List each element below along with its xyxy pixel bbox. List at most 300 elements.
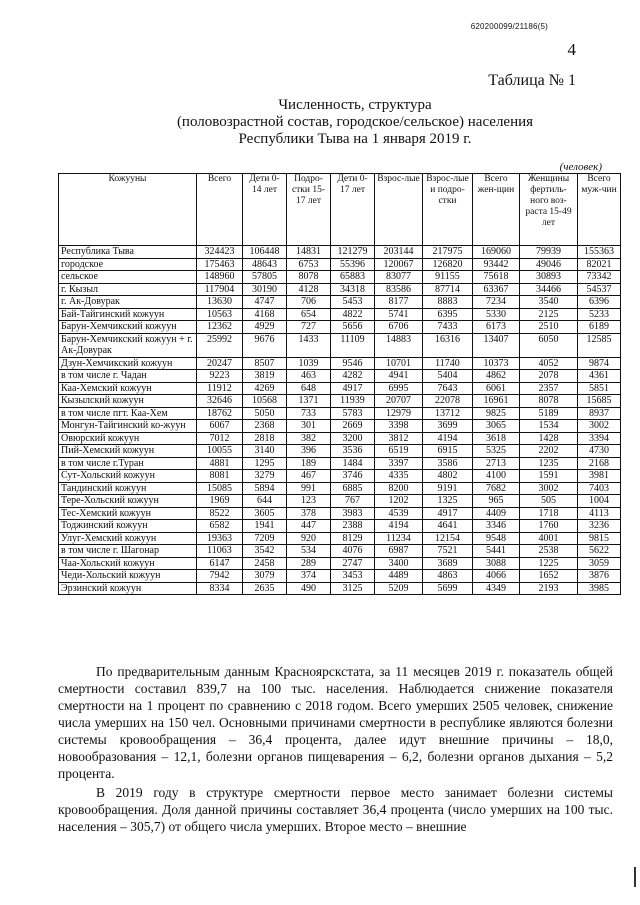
value-cell: 1969 bbox=[197, 495, 243, 508]
table-row bbox=[59, 271, 621, 284]
value-cell: 7682 bbox=[473, 482, 520, 495]
value-cell: 490 bbox=[287, 582, 331, 595]
row-label-cell: Монгун-Тайгинский ко-жуун bbox=[59, 420, 197, 433]
row-label-cell: Барун-Хемчикский кожуун bbox=[59, 321, 197, 334]
value-cell: 4747 bbox=[243, 296, 287, 309]
value-cell: 5441 bbox=[473, 545, 520, 558]
value-cell: 991 bbox=[287, 482, 331, 495]
value-cell: 324423 bbox=[197, 246, 243, 259]
value-cell: 4001 bbox=[520, 532, 578, 545]
value-cell: 7209 bbox=[243, 532, 287, 545]
table-row bbox=[59, 258, 621, 271]
value-cell: 733 bbox=[287, 407, 331, 420]
value-cell: 13630 bbox=[197, 296, 243, 309]
value-cell: 93442 bbox=[473, 258, 520, 271]
value-cell: 3125 bbox=[331, 582, 375, 595]
value-cell: 65883 bbox=[331, 271, 375, 284]
value-cell: 8177 bbox=[375, 296, 423, 309]
value-cell: 1652 bbox=[520, 570, 578, 583]
value-cell: 5894 bbox=[243, 482, 287, 495]
value-cell: 7012 bbox=[197, 432, 243, 445]
value-cell: 2168 bbox=[578, 457, 621, 470]
value-cell: 3699 bbox=[423, 420, 473, 433]
value-cell: 3605 bbox=[243, 507, 287, 520]
value-cell: 3586 bbox=[423, 457, 473, 470]
value-cell: 8078 bbox=[287, 271, 331, 284]
table-title bbox=[140, 97, 570, 148]
value-cell: 1718 bbox=[520, 507, 578, 520]
value-cell: 644 bbox=[243, 495, 287, 508]
value-cell: 13712 bbox=[423, 407, 473, 420]
value-cell: 14883 bbox=[375, 333, 423, 357]
value-cell: 505 bbox=[520, 495, 578, 508]
col-header-men-total: Всего муж-чин bbox=[578, 174, 621, 246]
value-cell: 148960 bbox=[197, 271, 243, 284]
table-row bbox=[59, 395, 621, 408]
value-cell: 9191 bbox=[423, 482, 473, 495]
value-cell: 4052 bbox=[520, 357, 578, 370]
value-cell: 1004 bbox=[578, 495, 621, 508]
value-cell: 8522 bbox=[197, 507, 243, 520]
table-row bbox=[59, 246, 621, 259]
value-cell: 32646 bbox=[197, 395, 243, 408]
value-cell: 54537 bbox=[578, 283, 621, 296]
value-cell: 3981 bbox=[578, 470, 621, 483]
value-cell: 1428 bbox=[520, 432, 578, 445]
value-cell: 4862 bbox=[473, 370, 520, 383]
row-label-cell: Улуг-Хемский кожуун bbox=[59, 532, 197, 545]
table-row bbox=[59, 545, 621, 558]
col-header-adults-teens: Взрос-лые и подро-стки bbox=[423, 174, 473, 246]
value-cell: 9825 bbox=[473, 407, 520, 420]
table-row bbox=[59, 507, 621, 520]
col-header-children-0-17: Дети 0-17 лет bbox=[331, 174, 375, 246]
value-cell: 6753 bbox=[287, 258, 331, 271]
value-cell: 2357 bbox=[520, 382, 578, 395]
value-cell: 73342 bbox=[578, 271, 621, 284]
value-cell: 3819 bbox=[243, 370, 287, 383]
col-header-total: Всего bbox=[197, 174, 243, 246]
value-cell: 4730 bbox=[578, 445, 621, 458]
title-line: (половозрастной состав, городское/сельское) населения bbox=[176, 114, 534, 130]
value-cell: 55396 bbox=[331, 258, 375, 271]
col-header-districts: Кожууны bbox=[59, 174, 197, 246]
value-cell: 6706 bbox=[375, 321, 423, 334]
table-label: Таблица № 1 bbox=[488, 72, 576, 89]
value-cell: 7234 bbox=[473, 296, 520, 309]
row-label-cell: в том числе г. Чадан bbox=[59, 370, 197, 383]
row-label-cell: Каа-Хемский кожуун bbox=[59, 382, 197, 395]
value-cell: 2368 bbox=[243, 420, 287, 433]
document-id: 620200099/21186(5) bbox=[470, 22, 548, 31]
value-cell: 121279 bbox=[331, 246, 375, 259]
value-cell: 4409 bbox=[473, 507, 520, 520]
table-row bbox=[59, 407, 621, 420]
value-cell: 8078 bbox=[520, 395, 578, 408]
row-label-cell: в том числе г. Шагонар bbox=[59, 545, 197, 558]
value-cell: 4282 bbox=[331, 370, 375, 383]
value-cell: 3540 bbox=[520, 296, 578, 309]
value-cell: 654 bbox=[287, 308, 331, 321]
value-cell: 4917 bbox=[423, 507, 473, 520]
value-cell: 5404 bbox=[423, 370, 473, 383]
value-cell: 4066 bbox=[473, 570, 520, 583]
value-cell: 4128 bbox=[287, 283, 331, 296]
value-cell: 4335 bbox=[375, 470, 423, 483]
value-cell: 4349 bbox=[473, 582, 520, 595]
value-cell: 7433 bbox=[423, 321, 473, 334]
row-label-cell: Барун-Хемчикский кожуун + г. Ак-Довурак bbox=[59, 333, 197, 357]
row-label-cell: г. Ак-Довурак bbox=[59, 296, 197, 309]
page-edge-mark bbox=[634, 867, 636, 887]
table-row bbox=[59, 520, 621, 533]
value-cell: 378 bbox=[287, 507, 331, 520]
row-label-cell: Кызылский кожуун bbox=[59, 395, 197, 408]
value-cell: 1225 bbox=[520, 557, 578, 570]
row-label-cell: в том числе пгт. Каа-Хем bbox=[59, 407, 197, 420]
value-cell: 5622 bbox=[578, 545, 621, 558]
table-row bbox=[59, 557, 621, 570]
paragraph-mortality-summary: По предварительным данным Красноярскстата, за 11 месяцев 2019 г. показатель общей смертности составил 839,7 на 100 тыс. населения. Наблюдается снижение показателя смертности на 1 процент по сравнению с 2018 годом. Всего умерших 2505 человек, снижение числа умерших на 150 чел. Основными причинами смертности в республике являются болезни системы кровообращения – 36,4 процента, далее идут внешние причины – 18,0, новообразования – 12,1, болезни органов пищеварения – 6,2, болезни органов дыхания – 5,2 процента. bbox=[58, 664, 613, 781]
value-cell: 3236 bbox=[578, 520, 621, 533]
value-cell: 10568 bbox=[243, 395, 287, 408]
value-cell: 2747 bbox=[331, 557, 375, 570]
value-cell: 217975 bbox=[423, 246, 473, 259]
value-cell: 3983 bbox=[331, 507, 375, 520]
value-cell: 6067 bbox=[197, 420, 243, 433]
value-cell: 3453 bbox=[331, 570, 375, 583]
table-row bbox=[59, 382, 621, 395]
value-cell: 1295 bbox=[243, 457, 287, 470]
value-cell: 6147 bbox=[197, 557, 243, 570]
value-cell: 3394 bbox=[578, 432, 621, 445]
value-cell: 189 bbox=[287, 457, 331, 470]
value-cell: 4941 bbox=[375, 370, 423, 383]
value-cell: 3618 bbox=[473, 432, 520, 445]
value-cell: 1202 bbox=[375, 495, 423, 508]
value-cell: 727 bbox=[287, 321, 331, 334]
value-cell: 48643 bbox=[243, 258, 287, 271]
value-cell: 463 bbox=[287, 370, 331, 383]
value-cell: 11234 bbox=[375, 532, 423, 545]
value-cell: 82021 bbox=[578, 258, 621, 271]
value-cell: 3140 bbox=[243, 445, 287, 458]
value-cell: 1235 bbox=[520, 457, 578, 470]
value-cell: 3985 bbox=[578, 582, 621, 595]
value-cell: 75618 bbox=[473, 271, 520, 284]
value-cell: 5330 bbox=[473, 308, 520, 321]
value-cell: 2193 bbox=[520, 582, 578, 595]
table-row bbox=[59, 570, 621, 583]
value-cell: 3279 bbox=[243, 470, 287, 483]
value-cell: 3346 bbox=[473, 520, 520, 533]
value-cell: 20707 bbox=[375, 395, 423, 408]
value-cell: 7521 bbox=[423, 545, 473, 558]
population-table bbox=[58, 173, 621, 595]
value-cell: 120067 bbox=[375, 258, 423, 271]
value-cell: 5209 bbox=[375, 582, 423, 595]
value-cell: 4929 bbox=[243, 321, 287, 334]
value-cell: 1325 bbox=[423, 495, 473, 508]
value-cell: 706 bbox=[287, 296, 331, 309]
col-header-women-total: Всего жен-щин bbox=[473, 174, 520, 246]
table-row bbox=[59, 482, 621, 495]
value-cell: 2818 bbox=[243, 432, 287, 445]
table-row bbox=[59, 308, 621, 321]
value-cell: 1039 bbox=[287, 357, 331, 370]
value-cell: 4881 bbox=[197, 457, 243, 470]
title-line: Численность, структура bbox=[278, 97, 432, 113]
value-cell: 4113 bbox=[578, 507, 621, 520]
value-cell: 2202 bbox=[520, 445, 578, 458]
value-cell: 4822 bbox=[331, 308, 375, 321]
value-cell: 1371 bbox=[287, 395, 331, 408]
value-cell: 8883 bbox=[423, 296, 473, 309]
value-cell: 3088 bbox=[473, 557, 520, 570]
value-cell: 6050 bbox=[520, 333, 578, 357]
value-cell: 3876 bbox=[578, 570, 621, 583]
value-cell: 8334 bbox=[197, 582, 243, 595]
table-row bbox=[59, 470, 621, 483]
value-cell: 12362 bbox=[197, 321, 243, 334]
value-cell: 83586 bbox=[375, 283, 423, 296]
value-cell: 7403 bbox=[578, 482, 621, 495]
value-cell: 6396 bbox=[578, 296, 621, 309]
value-cell: 18762 bbox=[197, 407, 243, 420]
value-cell: 49046 bbox=[520, 258, 578, 271]
value-cell: 1941 bbox=[243, 520, 287, 533]
table-row bbox=[59, 370, 621, 383]
value-cell: 2713 bbox=[473, 457, 520, 470]
value-cell: 5783 bbox=[331, 407, 375, 420]
row-label-cell: Тоджинский кожуун bbox=[59, 520, 197, 533]
value-cell: 4269 bbox=[243, 382, 287, 395]
value-cell: 1591 bbox=[520, 470, 578, 483]
table-row bbox=[59, 283, 621, 296]
value-cell: 3065 bbox=[473, 420, 520, 433]
value-cell: 20247 bbox=[197, 357, 243, 370]
value-cell: 9546 bbox=[331, 357, 375, 370]
value-cell: 4168 bbox=[243, 308, 287, 321]
value-cell: 9548 bbox=[473, 532, 520, 545]
value-cell: 123 bbox=[287, 495, 331, 508]
title-line: Республики Тыва на 1 января 2019 г. bbox=[238, 131, 472, 147]
value-cell: 10701 bbox=[375, 357, 423, 370]
value-cell: 6173 bbox=[473, 321, 520, 334]
value-cell: 12154 bbox=[423, 532, 473, 545]
value-cell: 301 bbox=[287, 420, 331, 433]
value-cell: 5741 bbox=[375, 308, 423, 321]
value-cell: 203144 bbox=[375, 246, 423, 259]
value-cell: 2125 bbox=[520, 308, 578, 321]
row-label-cell: Эрзинский кожуун bbox=[59, 582, 197, 595]
value-cell: 3200 bbox=[331, 432, 375, 445]
row-label-cell: г. Кызыл bbox=[59, 283, 197, 296]
value-cell: 63367 bbox=[473, 283, 520, 296]
value-cell: 83077 bbox=[375, 271, 423, 284]
value-cell: 15085 bbox=[197, 482, 243, 495]
value-cell: 965 bbox=[473, 495, 520, 508]
value-cell: 12979 bbox=[375, 407, 423, 420]
table-header-row bbox=[59, 174, 621, 246]
value-cell: 12585 bbox=[578, 333, 621, 357]
value-cell: 1433 bbox=[287, 333, 331, 357]
value-cell: 2078 bbox=[520, 370, 578, 383]
value-cell: 467 bbox=[287, 470, 331, 483]
table-row bbox=[59, 296, 621, 309]
col-header-teens-15-17: Подро-стки 15-17 лет bbox=[287, 174, 331, 246]
table-row bbox=[59, 495, 621, 508]
value-cell: 25992 bbox=[197, 333, 243, 357]
value-cell: 648 bbox=[287, 382, 331, 395]
row-label-cell: Дзун-Хемчикский кожуун bbox=[59, 357, 197, 370]
value-cell: 4802 bbox=[423, 470, 473, 483]
page-number: 4 bbox=[567, 40, 576, 59]
value-cell: 2538 bbox=[520, 545, 578, 558]
value-cell: 5233 bbox=[578, 308, 621, 321]
value-cell: 3689 bbox=[423, 557, 473, 570]
value-cell: 15685 bbox=[578, 395, 621, 408]
value-cell: 534 bbox=[287, 545, 331, 558]
value-cell: 3812 bbox=[375, 432, 423, 445]
row-label-cell: городское bbox=[59, 258, 197, 271]
table-body bbox=[59, 246, 621, 595]
value-cell: 7942 bbox=[197, 570, 243, 583]
col-header-adults: Взрос-лые bbox=[375, 174, 423, 246]
value-cell: 4863 bbox=[423, 570, 473, 583]
value-cell: 1534 bbox=[520, 420, 578, 433]
value-cell: 5050 bbox=[243, 407, 287, 420]
row-label-cell: сельское bbox=[59, 271, 197, 284]
value-cell: 6189 bbox=[578, 321, 621, 334]
value-cell: 4489 bbox=[375, 570, 423, 583]
value-cell: 175463 bbox=[197, 258, 243, 271]
col-header-women-fertile: Женщины фертиль-ного воз-раста 15-49 лет bbox=[520, 174, 578, 246]
value-cell: 2388 bbox=[331, 520, 375, 533]
value-cell: 30190 bbox=[243, 283, 287, 296]
value-cell: 3079 bbox=[243, 570, 287, 583]
row-label-cell: Чаа-Хольский кожуун bbox=[59, 557, 197, 570]
value-cell: 3398 bbox=[375, 420, 423, 433]
value-cell: 2458 bbox=[243, 557, 287, 570]
value-cell: 11063 bbox=[197, 545, 243, 558]
value-cell: 5325 bbox=[473, 445, 520, 458]
value-cell: 5699 bbox=[423, 582, 473, 595]
table-row bbox=[59, 445, 621, 458]
value-cell: 4917 bbox=[331, 382, 375, 395]
value-cell: 16316 bbox=[423, 333, 473, 357]
value-cell: 79939 bbox=[520, 246, 578, 259]
row-label-cell: Овюрский кожуун bbox=[59, 432, 197, 445]
value-cell: 6061 bbox=[473, 382, 520, 395]
table-row bbox=[59, 582, 621, 595]
value-cell: 3542 bbox=[243, 545, 287, 558]
value-cell: 6995 bbox=[375, 382, 423, 395]
value-cell: 13407 bbox=[473, 333, 520, 357]
value-cell: 126820 bbox=[423, 258, 473, 271]
value-cell: 5656 bbox=[331, 321, 375, 334]
row-label-cell: Сут-Хольский кожуун bbox=[59, 470, 197, 483]
value-cell: 4194 bbox=[375, 520, 423, 533]
value-cell: 3536 bbox=[331, 445, 375, 458]
units-label: (человек) bbox=[559, 161, 602, 173]
value-cell: 4100 bbox=[473, 470, 520, 483]
value-cell: 91155 bbox=[423, 271, 473, 284]
table-row bbox=[59, 432, 621, 445]
value-cell: 4194 bbox=[423, 432, 473, 445]
value-cell: 4539 bbox=[375, 507, 423, 520]
value-cell: 920 bbox=[287, 532, 331, 545]
value-cell: 34466 bbox=[520, 283, 578, 296]
col-header-children-0-14: Дети 0-14 лет bbox=[243, 174, 287, 246]
value-cell: 5453 bbox=[331, 296, 375, 309]
value-cell: 1484 bbox=[331, 457, 375, 470]
table-row bbox=[59, 532, 621, 545]
value-cell: 9223 bbox=[197, 370, 243, 383]
value-cell: 447 bbox=[287, 520, 331, 533]
value-cell: 5851 bbox=[578, 382, 621, 395]
value-cell: 9815 bbox=[578, 532, 621, 545]
value-cell: 6915 bbox=[423, 445, 473, 458]
value-cell: 7643 bbox=[423, 382, 473, 395]
value-cell: 289 bbox=[287, 557, 331, 570]
value-cell: 11740 bbox=[423, 357, 473, 370]
value-cell: 9874 bbox=[578, 357, 621, 370]
value-cell: 117904 bbox=[197, 283, 243, 296]
value-cell: 10373 bbox=[473, 357, 520, 370]
paragraph-mortality-structure: В 2019 году в структуре смертности первое место занимает болезни системы кровообращения. Доля данной причины составляет 36,4 процента (число умерших на 100 тыс. населения – 305,7) от общего числа умерших. Второе место – внешние bbox=[58, 785, 613, 834]
value-cell: 396 bbox=[287, 445, 331, 458]
value-cell: 8937 bbox=[578, 407, 621, 420]
value-cell: 106448 bbox=[243, 246, 287, 259]
value-cell: 9676 bbox=[243, 333, 287, 357]
value-cell: 34318 bbox=[331, 283, 375, 296]
value-cell: 8081 bbox=[197, 470, 243, 483]
value-cell: 4076 bbox=[331, 545, 375, 558]
value-cell: 5189 bbox=[520, 407, 578, 420]
value-cell: 4641 bbox=[423, 520, 473, 533]
value-cell: 2510 bbox=[520, 321, 578, 334]
value-cell: 3059 bbox=[578, 557, 621, 570]
value-cell: 19363 bbox=[197, 532, 243, 545]
value-cell: 2635 bbox=[243, 582, 287, 595]
value-cell: 14831 bbox=[287, 246, 331, 259]
value-cell: 6885 bbox=[331, 482, 375, 495]
value-cell: 6519 bbox=[375, 445, 423, 458]
value-cell: 382 bbox=[287, 432, 331, 445]
value-cell: 22078 bbox=[423, 395, 473, 408]
value-cell: 6987 bbox=[375, 545, 423, 558]
table-row bbox=[59, 333, 621, 357]
value-cell: 155363 bbox=[578, 246, 621, 259]
value-cell: 8129 bbox=[331, 532, 375, 545]
value-cell: 57805 bbox=[243, 271, 287, 284]
row-label-cell: Бай-Тайгинский кожуун bbox=[59, 308, 197, 321]
value-cell: 11912 bbox=[197, 382, 243, 395]
value-cell: 10563 bbox=[197, 308, 243, 321]
value-cell: 6582 bbox=[197, 520, 243, 533]
value-cell: 16961 bbox=[473, 395, 520, 408]
value-cell: 3746 bbox=[331, 470, 375, 483]
value-cell: 767 bbox=[331, 495, 375, 508]
table-row bbox=[59, 357, 621, 370]
value-cell: 11939 bbox=[331, 395, 375, 408]
row-label-cell: Республика Тыва bbox=[59, 246, 197, 259]
value-cell: 169060 bbox=[473, 246, 520, 259]
value-cell: 3397 bbox=[375, 457, 423, 470]
value-cell: 2669 bbox=[331, 420, 375, 433]
value-cell: 3002 bbox=[578, 420, 621, 433]
